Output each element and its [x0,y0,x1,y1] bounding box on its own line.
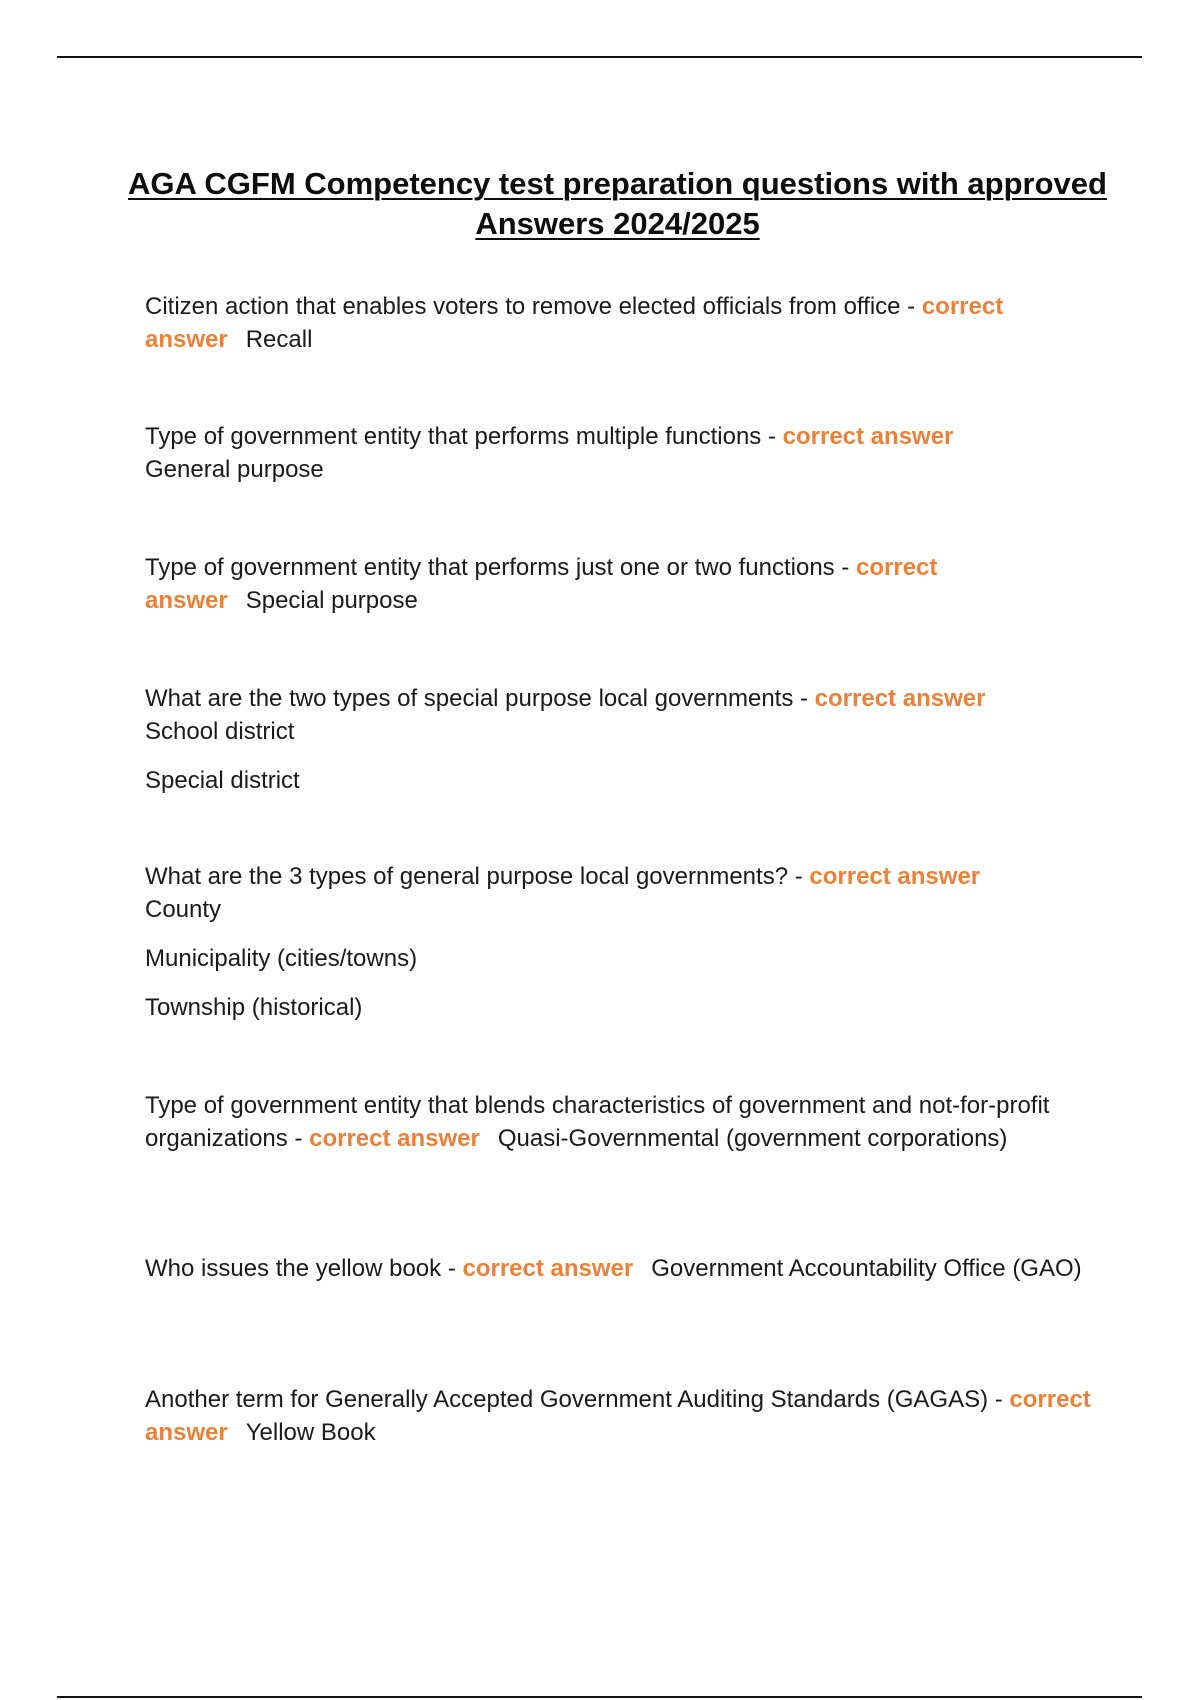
correct-answer-label: correct answer [145,554,938,614]
answer-text: Special purpose [245,587,418,614]
question-text: Who issues the yellow book - [145,1255,463,1282]
question-text: Another term for Generally Accepted Government Auditing Standards (GAGAS) - [145,1386,1010,1413]
answer-text: Quasi-Governmental (government corporations) [497,1125,1008,1152]
answer-extra-line: Municipality (cities/towns) [145,945,418,972]
qa-question-line [145,860,1105,926]
correct-answer-label: correct answer [782,423,954,450]
correct-answer-label: correct answer [462,1255,634,1282]
answer-extra-line: Township (historical) [145,994,363,1021]
question-text: What are the 3 types of general purpose local governments? - [145,863,810,890]
correct-answer-label: correct answer [309,1125,480,1152]
qa-item [145,1383,1105,1449]
question-text: Citizen action that enables voters to remove elected officials from office - [145,293,922,320]
qa-item [145,682,1105,797]
qa-item [145,1252,1105,1285]
question-text: Type of government entity that performs just one or two functions - [145,554,857,581]
question-text: Type of government entity that blends characteristics of government and not-for-profit organizations - [145,1092,1050,1152]
correct-answer-label: correct answer [145,1386,1091,1446]
qa-item [145,551,1105,617]
question-text: Type of government entity that performs multiple functions - [145,423,783,450]
qa-question-line [145,1252,1105,1285]
qa-item [145,1089,1105,1155]
answer-text: Government Accountability Office (GAO) [651,1255,1082,1282]
qa-question-line [145,290,1105,356]
document-title: AGA CGFM Competency test preparation questions with approved Answers 2024/2025 [128,165,1107,241]
qa-question-line [145,420,1105,486]
answer-text: Yellow Book [245,1419,376,1446]
answer-text: Recall [245,326,313,353]
qa-item [145,290,1105,356]
qa-question-line [145,551,1105,617]
question-text: What are the two types of special purpose local governments - [145,685,815,712]
qa-question-line [145,682,1105,748]
answer-text: County [145,896,222,923]
answer-text: School district [145,718,295,745]
qa-item [145,420,1105,486]
footer-rule [57,1696,1142,1698]
correct-answer-label: correct answer [145,293,1004,353]
answer-extra-line: Special district [145,767,300,794]
answer-text: General purpose [145,456,324,483]
qa-item [145,860,1105,1024]
correct-answer-label: correct answer [809,863,981,890]
correct-answer-label: correct answer [814,685,986,712]
header-rule [57,56,1142,58]
qa-question-line [145,1383,1105,1449]
qa-question-line [145,1089,1105,1155]
